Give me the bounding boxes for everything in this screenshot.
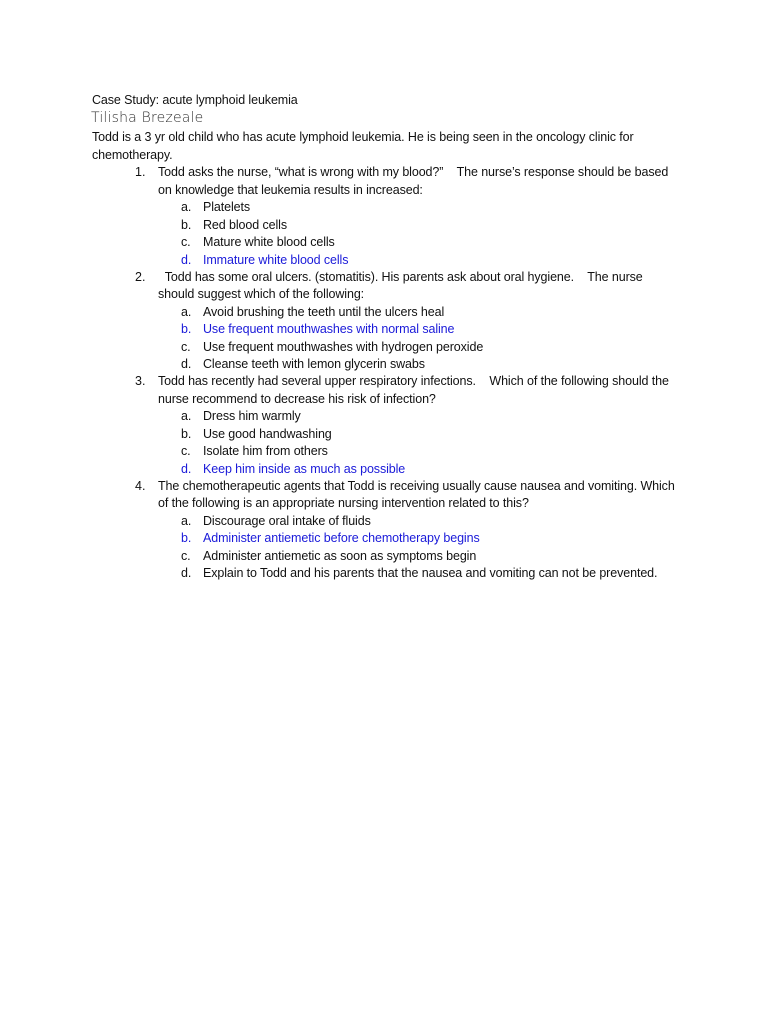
option-text: Dress him warmly bbox=[203, 409, 301, 423]
option-letter: d. bbox=[181, 252, 192, 267]
question-number: 1. bbox=[135, 165, 146, 179]
question-text: The chemotherapeutic agents that Todd is receiving usually cause nausea and vomiting. Which of the following is an appropriate nursing intervention related to this? bbox=[158, 478, 679, 510]
answer-option bbox=[0, 321, 768, 339]
option-text: Platelets bbox=[203, 200, 251, 214]
option-text: Avoid brushing the teeth until the ulcers heal bbox=[203, 304, 445, 319]
option-text: Use frequent mouthwashes with normal saline bbox=[203, 322, 455, 336]
question-text: Todd asks the nurse, “what is wrong with my blood?” The nurse’s response should be based on knowledge that leukemia results in increased: bbox=[158, 165, 672, 197]
answer-option bbox=[0, 304, 768, 322]
answer-option bbox=[0, 443, 768, 461]
answer-option bbox=[0, 339, 768, 357]
answer-option bbox=[0, 530, 768, 548]
question-number: 4. bbox=[135, 478, 146, 493]
option-text: Use frequent mouthwashes with hydrogen peroxide bbox=[203, 339, 484, 354]
answer-option bbox=[0, 234, 768, 252]
document-title: Case Study: acute lymphoid leukemia bbox=[92, 93, 298, 107]
option-letter: a. bbox=[181, 409, 192, 423]
answer-option bbox=[0, 513, 768, 531]
answer-option bbox=[0, 461, 768, 479]
option-letter: c. bbox=[181, 548, 191, 563]
option-text: Isolate him from others bbox=[203, 444, 328, 458]
question-text: Todd has recently had several upper respiratory infections. Which of the following should the nurse recommend to decrease his risk of infection? bbox=[158, 374, 673, 406]
document-author: Tilisha Brezeale bbox=[91, 110, 204, 126]
case-intro: Todd is a 3 yr old child who has acute lymphoid leukemia. He is being seen in the oncology clinic for chemotherapy. bbox=[92, 130, 634, 162]
option-letter: a. bbox=[181, 200, 192, 214]
option-letter: b. bbox=[181, 426, 192, 441]
option-letter: c. bbox=[181, 444, 191, 458]
option-text: Keep him inside as much as possible bbox=[203, 461, 406, 476]
option-text: Discourage oral intake of fluids bbox=[203, 513, 371, 528]
option-text: Cleanse teeth with lemon glycerin swabs bbox=[203, 357, 425, 371]
option-letter: a. bbox=[181, 513, 192, 528]
answer-option bbox=[0, 565, 768, 583]
answer-option bbox=[0, 356, 768, 374]
answer-option bbox=[0, 408, 768, 426]
option-text: Red blood cells bbox=[203, 217, 287, 232]
option-letter: d. bbox=[181, 357, 192, 371]
option-letter: d. bbox=[181, 461, 192, 476]
answer-option bbox=[0, 252, 768, 270]
question-number: 3. bbox=[135, 374, 146, 388]
option-text: Immature white blood cells bbox=[203, 252, 349, 267]
option-letter: b. bbox=[181, 531, 192, 545]
option-text: Administer antiemetic as soon as symptoms begin bbox=[203, 548, 477, 563]
option-text: Explain to Todd and his parents that the nausea and vomiting can not be prevented. bbox=[203, 566, 658, 580]
option-text: Mature white blood cells bbox=[203, 235, 335, 249]
option-letter: d. bbox=[181, 566, 192, 580]
question-text: Todd has some oral ulcers. (stomatitis). His parents ask about oral hygiene. The nurse should suggest which of the following: bbox=[158, 269, 647, 301]
answer-option bbox=[0, 217, 768, 235]
answer-option bbox=[0, 548, 768, 566]
option-letter: c. bbox=[181, 339, 191, 354]
option-text: Use good handwashing bbox=[203, 426, 332, 441]
option-letter: b. bbox=[181, 322, 192, 336]
option-letter: c. bbox=[181, 235, 191, 249]
option-text: Administer antiemetic before chemotherapy begins bbox=[203, 531, 480, 545]
option-letter: a. bbox=[181, 304, 192, 319]
answer-option bbox=[0, 199, 768, 217]
answer-option bbox=[0, 426, 768, 444]
question-number: 2. bbox=[135, 269, 146, 284]
option-letter: b. bbox=[181, 217, 192, 232]
